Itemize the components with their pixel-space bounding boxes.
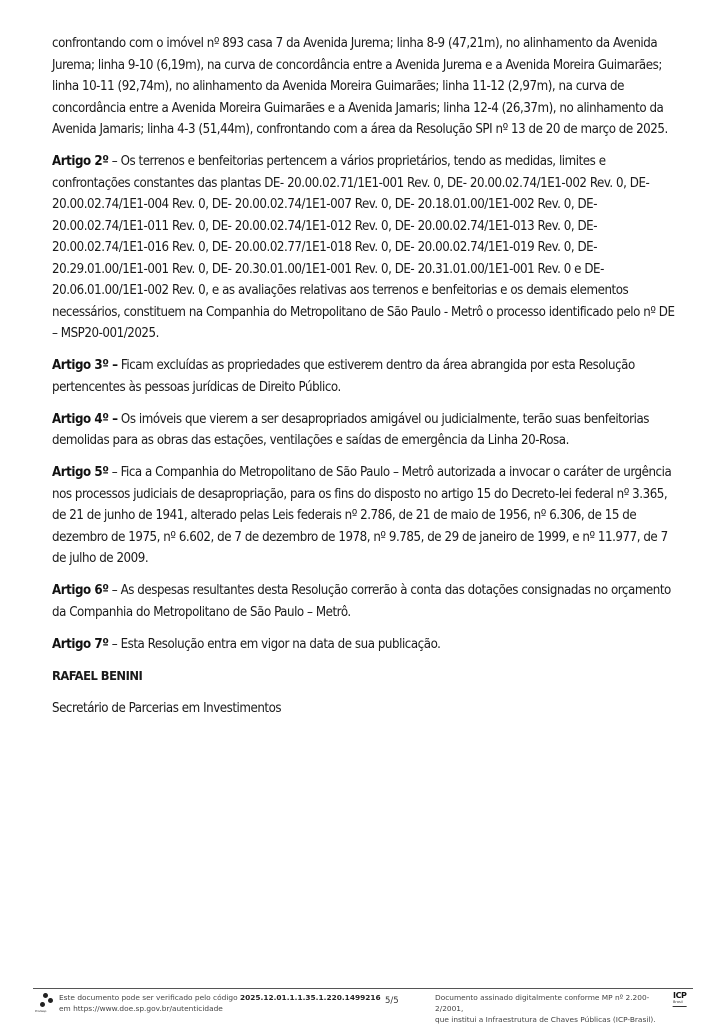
- article-7: [52, 634, 677, 656]
- article-5-text: – Fica a Companhia do Metropolitano de São Paulo – Metrô autorizada a invocar o caráter de urgência nos processos judiciais de desapropriação, para os fins do disposto no artigo 15 do Decreto-lei federal nº 3.365, de 21 de junho de 1941, alterado pelas Leis federais nº 2.786, de 21 de maio de 1956, nº 6.306, de 15 de dezembro de 1975, nº 6.602, de 7 de dezembro de 1978, nº 9.785, de 29 de janeiro de 1999, e nº 11.977, de 7 de julho de 2009.: [52, 465, 672, 566]
- signature-line-2: que institui a Infraestrutura de Chaves Públicas (ICP-Brasil).: [435, 1015, 656, 1024]
- page-footer: [33, 988, 693, 1024]
- article-6-label: Artigo 6º: [52, 583, 109, 598]
- article-3: [52, 355, 677, 398]
- prodesp-logo-icon: [35, 992, 57, 1016]
- verify-text: Este documento pode ser verificado pelo código: [59, 993, 240, 1002]
- article-7-text: – Esta Resolução entra em vigor na data de sua publicação.: [108, 636, 441, 652]
- prodesp-logo-caption: Prodesp: [35, 1009, 47, 1013]
- article-3-label: Artigo 3º –: [52, 358, 118, 373]
- page-indicator: 5/5: [385, 996, 399, 1006]
- signer-name: RAFAEL BENINI: [52, 668, 143, 684]
- article-4-text: Os imóveis que vierem a ser desapropriados amigável ou judicialmente, terão suas benfeitorias demolidas para as obras das estações, ventilações e saídas de emergência da Linha 20-Rosa.: [52, 411, 649, 448]
- icp-logo-title: ICP: [673, 991, 687, 1000]
- verify-url[interactable]: em https://www.doe.sp.gov.br/autenticidade: [59, 1004, 223, 1013]
- article-5: [52, 462, 677, 570]
- icp-logo-swoosh: [672, 1004, 687, 1007]
- article-7-label: Artigo 7º: [52, 636, 109, 652]
- article-6: [52, 580, 677, 623]
- article-3-text: Ficam excluídas as propriedades que estiverem dentro da área abrangida por esta Resolução pertencentes às pessoas jurídicas de Direito Público.: [52, 358, 635, 395]
- article-4-label: Artigo 4º –: [52, 411, 118, 427]
- article-2: [52, 151, 677, 345]
- verification-block: [35, 992, 381, 1016]
- verify-line: [59, 992, 381, 1003]
- article-5-label: Artigo 5º: [52, 465, 109, 480]
- signer-role: Secretário de Parcerias em Investimentos: [52, 700, 282, 716]
- article-2-label: Artigo 2º: [52, 154, 109, 169]
- verify-code: 2025.12.01.1.1.35.1.220.1499216: [239, 993, 381, 1002]
- signature-line-1: Documento assinado digitalmente conforme MP nº 2.200-2/2001,: [435, 993, 650, 1013]
- icp-brasil-logo-icon: [673, 992, 691, 1016]
- article-4: [52, 409, 677, 452]
- paragraph-confrontations: confrontando com o imóvel nº 893 casa 7 da Avenida Jurema; linha 8-9 (47,21m), no alinhamento da Avenida Jurema; linha 9-10 (6,19m), na curva de concordância entre a Avenida Jurema e a Avenida Moreira Guimarães; linha 10-11 (92,74m), no alinhamento da Avenida Moreira Guimarães; linha 11-12 (2,97m), na curva de concordância entre a Avenida Moreira Guimarães e a Avenida Jamaris; linha 12-4 (26,37m), no alinhamento da Avenida Jamaris; linha 4-3 (51,44m), confrontando com a área da Resolução SPI nº 13 de 20 de março de 2025.: [52, 36, 668, 137]
- article-6-text: – As despesas resultantes desta Resolução correrão à conta das dotações consignadas no orçamento da Companhia do Metropolitano de São Paulo – Metrô.: [52, 583, 671, 620]
- digital-signature-notice: [435, 992, 670, 1025]
- icp-logo-sub: Brasil: [673, 1000, 683, 1004]
- document-body: [52, 33, 677, 719]
- article-2-text: – Os terrenos e benfeitorias pertencem a vários proprietários, tendo as medidas, limites e confrontações constantes das plantas DE- 20.00.02.71/1E1-001 Rev. 0, DE- 20.00.02.74/1E1-002 Rev. 0, DE- 20.00.02.74/1E1-004 Rev. 0, DE- 20.00.02.74/1E1-007 Rev. 0, DE- 20.18.01.00/1E1-002 Rev. 0, DE- 20.00.02.74/1E1-011 Rev. 0, DE- 20.00.02.74/1E1-012 Rev. 0, DE- 20.00.02.74/1E1-013 Rev. 0, DE- 20.00.02.74/1E1-016 Rev. 0, DE- 20.00.02.77/1E1-018 Rev. 0, DE- 20.00.02.74/1E1-019 Rev. 0, DE- 20.29.01.00/1E1-001 Rev. 0, DE- 20.30.01.00/1E1-001 Rev. 0, DE- 20.31.01.00/1E1-001 Rev. 0 e DE- 20.06.01.00/1E1-002 Rev. 0, e as avaliações relativas aos terrenos e benfeitorias e os demais elementos necessários, constituem na Companhia do Metropolitano de São Paulo - Metrô o processo identificado pelo nº DE – MSP20-001/2025.: [52, 154, 675, 341]
